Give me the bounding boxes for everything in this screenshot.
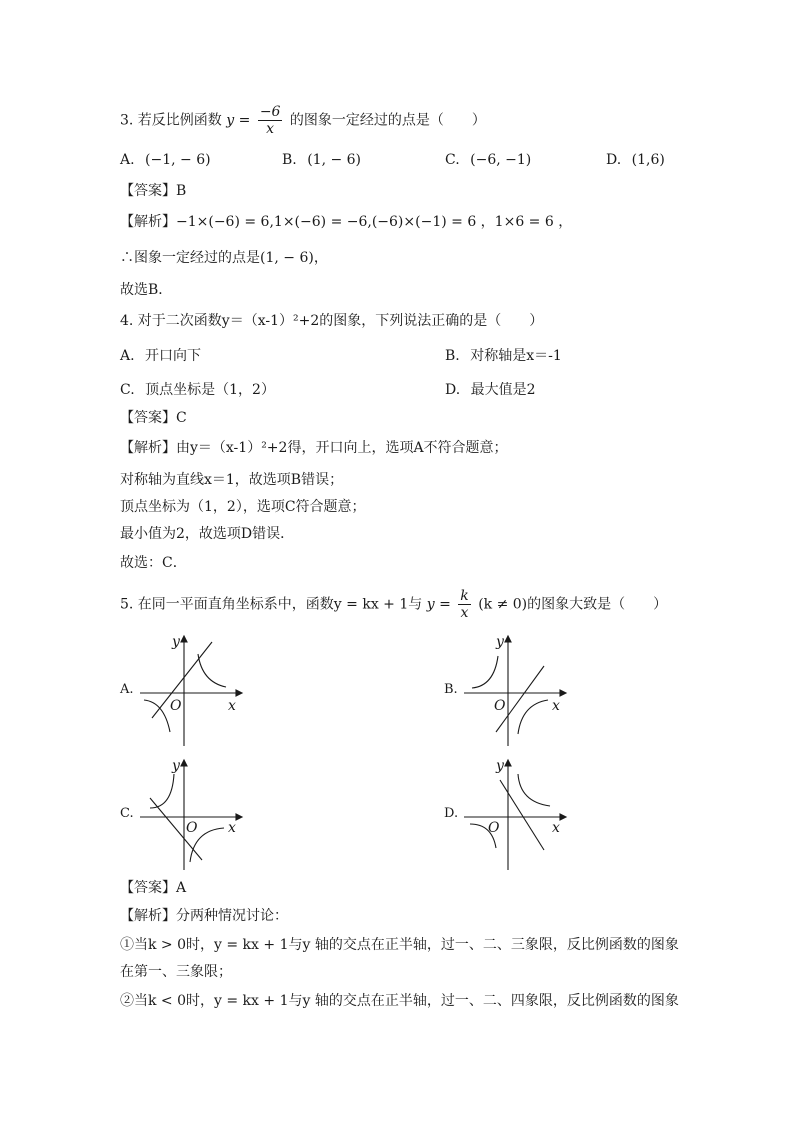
x-axis-arrow — [560, 814, 566, 820]
origin-label: O — [488, 820, 500, 836]
x-axis-label: x — [552, 698, 560, 714]
q5-stem — [120, 588, 667, 621]
q5-fraction — [458, 588, 470, 621]
q4-option-d — [445, 380, 536, 400]
q4-option-a-value: 开口向下 — [145, 348, 202, 364]
q5-graph-c-label: C. — [120, 806, 134, 821]
q4-option-b — [445, 346, 562, 366]
q5-fraction-denominator: x — [460, 605, 469, 621]
y-axis-arrow — [505, 760, 511, 766]
q4-option-b-label: B. — [445, 348, 460, 364]
q5-fraction-numerator: k — [460, 588, 469, 604]
q3-option-d — [606, 150, 665, 170]
q3-stem — [120, 104, 486, 137]
q4-analysis-line-4: 最小值为2，故选项D错误． — [120, 526, 295, 542]
q5-graph-d — [460, 756, 570, 874]
q4-analysis-line-5: 故选：C． — [120, 555, 187, 571]
q5-analysis-line-1: 【解析】分两种情况讨论： — [120, 908, 288, 924]
q4-option-c-label: C. — [120, 382, 135, 398]
q3-option-c-label: C. — [445, 152, 460, 168]
x-axis-arrow — [236, 814, 242, 820]
q5-stem-prefix: 5. 在同一平面直角坐标系中，函数y = kx + 1与 — [120, 596, 423, 613]
origin-label: O — [186, 820, 198, 836]
q5-answer: 【答案】A — [120, 880, 187, 896]
q3-option-b — [282, 150, 361, 170]
q4-option-c-value: 顶点坐标是（1，2） — [145, 382, 275, 398]
q4-option-a-label: A. — [120, 348, 135, 364]
q3-option-c — [445, 150, 531, 170]
hyperbola-branch-q3 — [144, 700, 170, 732]
q3-option-b-value: (1, − 6) — [307, 152, 362, 168]
x-axis-label: x — [228, 698, 236, 714]
q3-func-lhs: y = — [226, 112, 251, 129]
q3-option-b-label: B. — [282, 152, 297, 168]
y-axis-arrow — [181, 636, 187, 642]
linear-graph — [500, 780, 544, 850]
q5-stem-suffix: (k ≠ 0)的图象大致是（ ） — [478, 596, 668, 613]
hyperbola-branch-q1 — [518, 774, 550, 806]
q4-answer: 【答案】C — [120, 410, 187, 426]
q5-analysis-line-2: ①当k > 0时，y = kx + 1与y 轴的交点在正半轴，过一、二、三象限，反比例函数的图象 — [120, 937, 679, 953]
q3-option-a-value: (−1, − 6) — [145, 152, 211, 168]
q4-option-a — [120, 346, 201, 366]
hyperbola-branch-q4 — [518, 700, 548, 734]
hyperbola-branch-q2 — [472, 656, 498, 688]
q5-analysis-line-3: 在第一、三象限； — [120, 964, 232, 980]
q3-stem-prefix: 3. 若反比例函数 — [120, 112, 222, 129]
q5-analysis-line-4: ②当k < 0时，y = kx + 1与y 轴的交点在正半轴，过一、二、四象限，反比例函数的图象 — [120, 993, 679, 1009]
q3-analysis-line-3: 故选B． — [120, 282, 173, 298]
hyperbola-branch-q1 — [198, 654, 226, 687]
y-axis-label: y — [496, 758, 504, 774]
linear-graph — [152, 642, 212, 718]
q3-analysis-line-2: ∴图象一定经过的点是(1, − 6)， — [120, 250, 328, 266]
y-axis-arrow — [181, 760, 187, 766]
q3-fraction-denominator: x — [266, 121, 275, 137]
q5-graph-a — [136, 632, 246, 750]
q3-analysis-line-1: 【解析】−1×(−6) = 6,1×(−6) = −6,(−6)×(−1) = 6 ，1×6 = 6 ， — [120, 214, 573, 230]
y-axis-label: y — [172, 758, 180, 774]
q5-func-lhs: y = — [426, 596, 451, 613]
q3-answer: 【答案】B — [120, 183, 187, 199]
q4-analysis-line-2: 对称轴为直线x＝1，故选项B错误； — [120, 472, 344, 488]
x-axis-label: x — [552, 820, 560, 836]
origin-label: O — [170, 698, 182, 714]
q4-analysis-line-1: 【解析】由y＝（x-1）²+2得，开口向上，选项A不符合题意； — [120, 440, 508, 456]
origin-label: O — [494, 698, 506, 714]
q4-stem: 4. 对于二次函数y＝（x-1）²+2的图象，下列说法正确的是（ ） — [120, 313, 544, 329]
x-axis-arrow — [560, 690, 566, 696]
q5-graph-b — [460, 632, 570, 750]
q4-option-d-value: 最大值是2 — [470, 382, 536, 398]
q4-option-d-label: D. — [445, 382, 461, 398]
q3-option-d-value: (1,6) — [631, 152, 665, 168]
x-axis-arrow — [236, 690, 242, 696]
q3-option-c-value: (−6, −1) — [470, 152, 532, 168]
q3-stem-suffix: 的图象一定经过的点是（ ） — [289, 112, 486, 129]
q3-option-a-label: A. — [120, 152, 135, 168]
q3-fraction-numerator: −6 — [259, 104, 281, 120]
q4-option-c — [120, 380, 275, 400]
x-axis-label: x — [228, 820, 236, 836]
q4-analysis-line-3: 顶点坐标为（1，2），选项C符合题意； — [120, 499, 366, 515]
q5-graph-b-label: B. — [444, 682, 458, 697]
q4-option-b-value: 对称轴是x＝-1 — [470, 348, 562, 364]
y-axis-label: y — [172, 634, 180, 650]
q3-fraction — [258, 104, 283, 137]
q5-graph-a-label: A. — [120, 682, 134, 697]
y-axis-arrow — [505, 636, 511, 642]
q5-graph-d-label: D. — [444, 806, 459, 821]
y-axis-label: y — [496, 634, 504, 650]
q3-option-d-label: D. — [606, 152, 622, 168]
q3-option-a — [120, 150, 211, 170]
q5-graph-c — [136, 756, 246, 874]
